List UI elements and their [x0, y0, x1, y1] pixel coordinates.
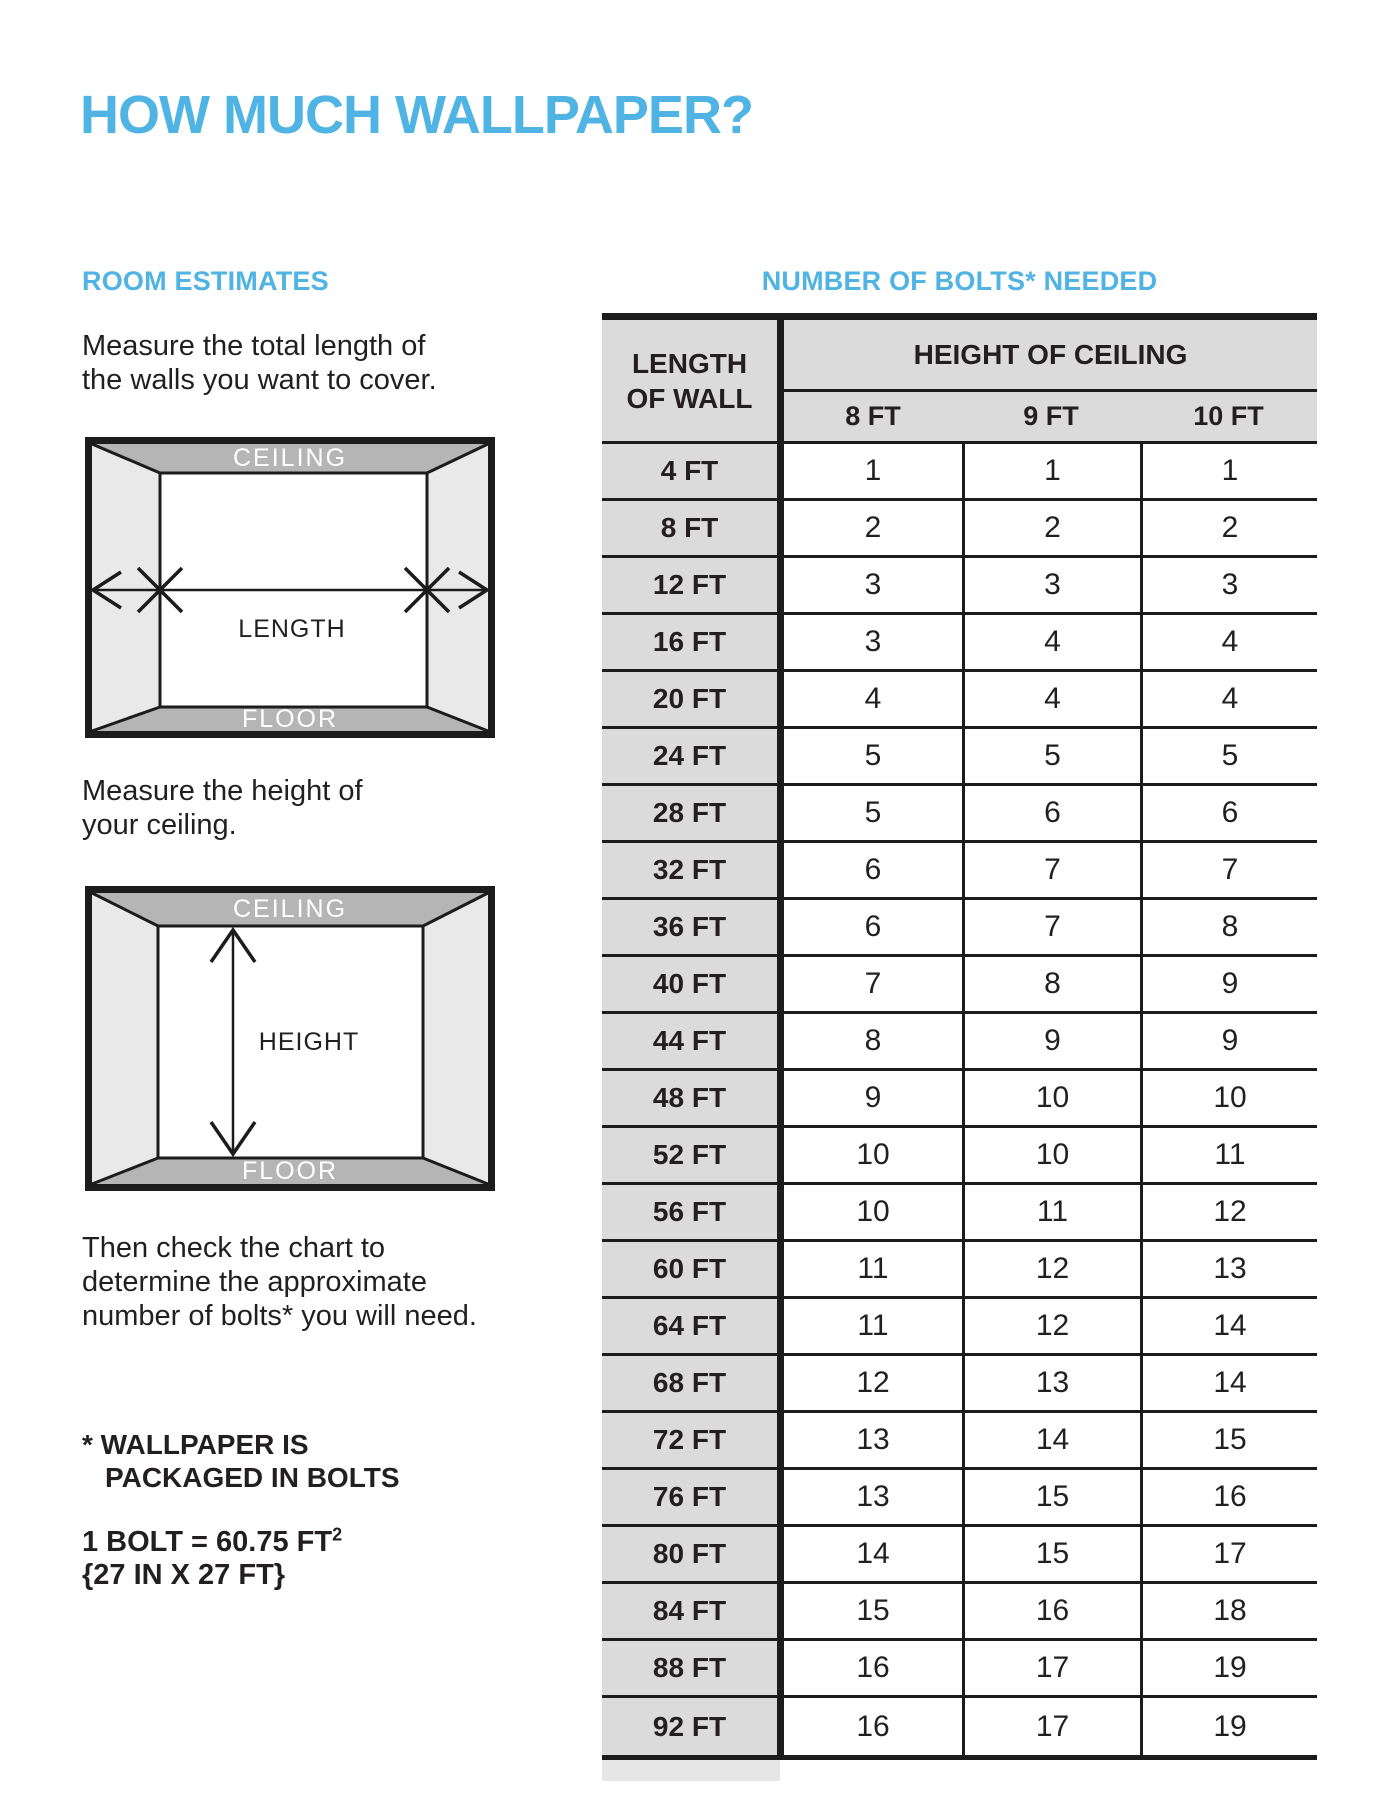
page-title: HOW MUCH WALLPAPER?	[80, 85, 753, 145]
bolt-value: 16	[1140, 1470, 1317, 1527]
row-label: 80 FT	[602, 1527, 784, 1584]
bolt-value: 13	[962, 1356, 1140, 1413]
table-bottom-stub	[602, 1760, 780, 1781]
col-header-8ft: 8 FT	[784, 392, 962, 444]
row-label: 60 FT	[602, 1242, 784, 1299]
bolt-value: 3	[784, 558, 962, 615]
bolt-value: 12	[1140, 1185, 1317, 1242]
row-label: 68 FT	[602, 1356, 784, 1413]
bolt-value: 10	[1140, 1071, 1317, 1128]
bolt-value: 19	[1140, 1641, 1317, 1698]
footnote-line2: PACKAGED IN BOLTS	[105, 1462, 400, 1493]
floor-label: FLOOR	[241, 1157, 339, 1185]
bolt-value: 2	[784, 501, 962, 558]
bolt-value: 4	[784, 672, 962, 729]
bolt-value: 1	[962, 444, 1140, 501]
right-wall	[427, 444, 488, 731]
bolt-value: 11	[962, 1185, 1140, 1242]
bolt-size-line1: 1 BOLT = 60.75 $FT^2$	[82, 1524, 343, 1558]
bolt-value: 15	[962, 1470, 1140, 1527]
room-height-diagram	[85, 886, 495, 1191]
row-label: 24 FT	[602, 729, 784, 786]
bolt-value: 5	[1140, 729, 1317, 786]
ceiling-label: CEILING	[232, 444, 348, 472]
row-label: 32 FT	[602, 843, 784, 900]
bolt-value: 9	[962, 1014, 1140, 1071]
bolts-needed-heading: NUMBER OF BOLTS* NEEDED	[761, 266, 1158, 296]
step3-line3: number of bolts* you will need.	[82, 1300, 477, 1332]
bolt-value: 9	[1140, 1014, 1317, 1071]
bolt-value: 3	[1140, 558, 1317, 615]
col-header-9ft: 9 FT	[962, 392, 1140, 444]
step3-text	[82, 1231, 477, 1333]
row-label: 12 FT	[602, 558, 784, 615]
row-label: 76 FT	[602, 1470, 784, 1527]
step2-line1: Measure the height of	[82, 775, 363, 807]
bolt-value: 7	[962, 900, 1140, 957]
bolts-footnote	[82, 1428, 400, 1494]
row-label: 4 FT	[602, 444, 784, 501]
bolt-value: 6	[784, 900, 962, 957]
row-label: 48 FT	[602, 1071, 784, 1128]
bolt-value: 5	[784, 729, 962, 786]
bolt-value: 16	[784, 1641, 962, 1698]
bolt-value: 10	[962, 1128, 1140, 1185]
bolt-value: 6	[784, 843, 962, 900]
step2-text	[82, 774, 363, 842]
bolt-value: 8	[1140, 900, 1317, 957]
bolt-value: 17	[962, 1698, 1140, 1755]
left-wall	[92, 444, 160, 731]
bolt-value: 14	[962, 1413, 1140, 1470]
bolt-value: 11	[1140, 1128, 1317, 1185]
group-header-height-of-ceiling: HEIGHT OF CEILING	[784, 320, 1317, 392]
bolt-value: 9	[784, 1071, 962, 1128]
bolt-value: 13	[784, 1413, 962, 1470]
bolt-value: 14	[1140, 1299, 1317, 1356]
bolt-value: 15	[962, 1527, 1140, 1584]
bolt-value: 5	[962, 729, 1140, 786]
row-label: 64 FT	[602, 1299, 784, 1356]
bolt-value: 10	[784, 1128, 962, 1185]
squared-superscript: 2	[332, 1524, 343, 1545]
bolt-value: 4	[962, 615, 1140, 672]
row-label: 72 FT	[602, 1413, 784, 1470]
bolt-value: 17	[1140, 1527, 1317, 1584]
bolt-value: 7	[1140, 843, 1317, 900]
row-label: 8 FT	[602, 501, 784, 558]
corner-header-length-of-wall: LENGTH OF WALL	[602, 320, 784, 444]
bolt-value: 14	[784, 1527, 962, 1584]
row-label: 16 FT	[602, 615, 784, 672]
bolt-value: 10	[962, 1071, 1140, 1128]
row-label: 44 FT	[602, 1014, 784, 1071]
bolt-value: 12	[962, 1299, 1140, 1356]
bolt-value: 9	[1140, 957, 1317, 1014]
bolt-value: 4	[1140, 672, 1317, 729]
footnote-line1: * WALLPAPER IS	[82, 1429, 309, 1460]
bolt-value: 11	[784, 1242, 962, 1299]
bolts-table	[602, 313, 1317, 1760]
left-wall	[92, 893, 158, 1184]
bolt-value: 4	[962, 672, 1140, 729]
bolt-value: 8	[784, 1014, 962, 1071]
bolt-value: 5	[784, 786, 962, 843]
row-label: 28 FT	[602, 786, 784, 843]
step1-text	[82, 329, 437, 397]
bolt-value: 2	[1140, 501, 1317, 558]
bolt-value: 16	[962, 1584, 1140, 1641]
ceiling-label: CEILING	[232, 895, 348, 923]
bolt-value: 12	[962, 1242, 1140, 1299]
row-label: 40 FT	[602, 957, 784, 1014]
bolt-value: 7	[784, 957, 962, 1014]
bolt-value: 12	[784, 1356, 962, 1413]
row-label: 52 FT	[602, 1128, 784, 1185]
bolt-value: 15	[784, 1584, 962, 1641]
bolt-value: 14	[1140, 1356, 1317, 1413]
row-label: 56 FT	[602, 1185, 784, 1242]
step2-line2: your ceiling.	[82, 809, 237, 841]
right-wall	[423, 893, 488, 1184]
bolt-value: 1	[784, 444, 962, 501]
row-label: 36 FT	[602, 900, 784, 957]
bolt-value: 6	[962, 786, 1140, 843]
step3-line1: Then check the chart to	[82, 1232, 386, 1264]
bolt-value: 17	[962, 1641, 1140, 1698]
bolt-size-line2: {27 IN X 27 FT}	[82, 1559, 286, 1591]
bolt-value: 13	[784, 1470, 962, 1527]
row-label: 84 FT	[602, 1584, 784, 1641]
room-length-diagram	[85, 437, 495, 738]
col-header-10ft: 10 FT	[1140, 392, 1317, 444]
step1-line1: Measure the total length of	[82, 330, 426, 362]
step1-line2: the walls you want to cover.	[82, 364, 437, 396]
bolt-size-info	[82, 1526, 342, 1592]
bolt-value: 8	[962, 957, 1140, 1014]
row-label: 88 FT	[602, 1641, 784, 1698]
row-label: 92 FT	[602, 1698, 784, 1755]
height-label: HEIGHT	[258, 1028, 360, 1056]
bolt-value: 2	[962, 501, 1140, 558]
bolt-value: 4	[1140, 615, 1317, 672]
bolt-value: 15	[1140, 1413, 1317, 1470]
room-estimates-heading: ROOM ESTIMATES	[82, 266, 329, 296]
bolt-value: 16	[856, 1709, 890, 1743]
floor-label: FLOOR	[241, 705, 339, 733]
bolt-value: 3	[784, 615, 962, 672]
step3-line2: determine the approximate	[82, 1266, 427, 1298]
bolt-value: 1	[1140, 444, 1317, 501]
bolt-value: 19	[1140, 1698, 1317, 1755]
bolt-value: 13	[1140, 1242, 1317, 1299]
bolt-value: 7	[962, 843, 1140, 900]
length-label: LENGTH	[238, 615, 346, 643]
bolt-value: 6	[1140, 786, 1317, 843]
bolt-value: 3	[962, 558, 1140, 615]
bolt-value: 18	[1140, 1584, 1317, 1641]
row-label: 20 FT	[602, 672, 784, 729]
bolt-value: 10	[784, 1185, 962, 1242]
bolt-value: 11	[784, 1299, 962, 1356]
